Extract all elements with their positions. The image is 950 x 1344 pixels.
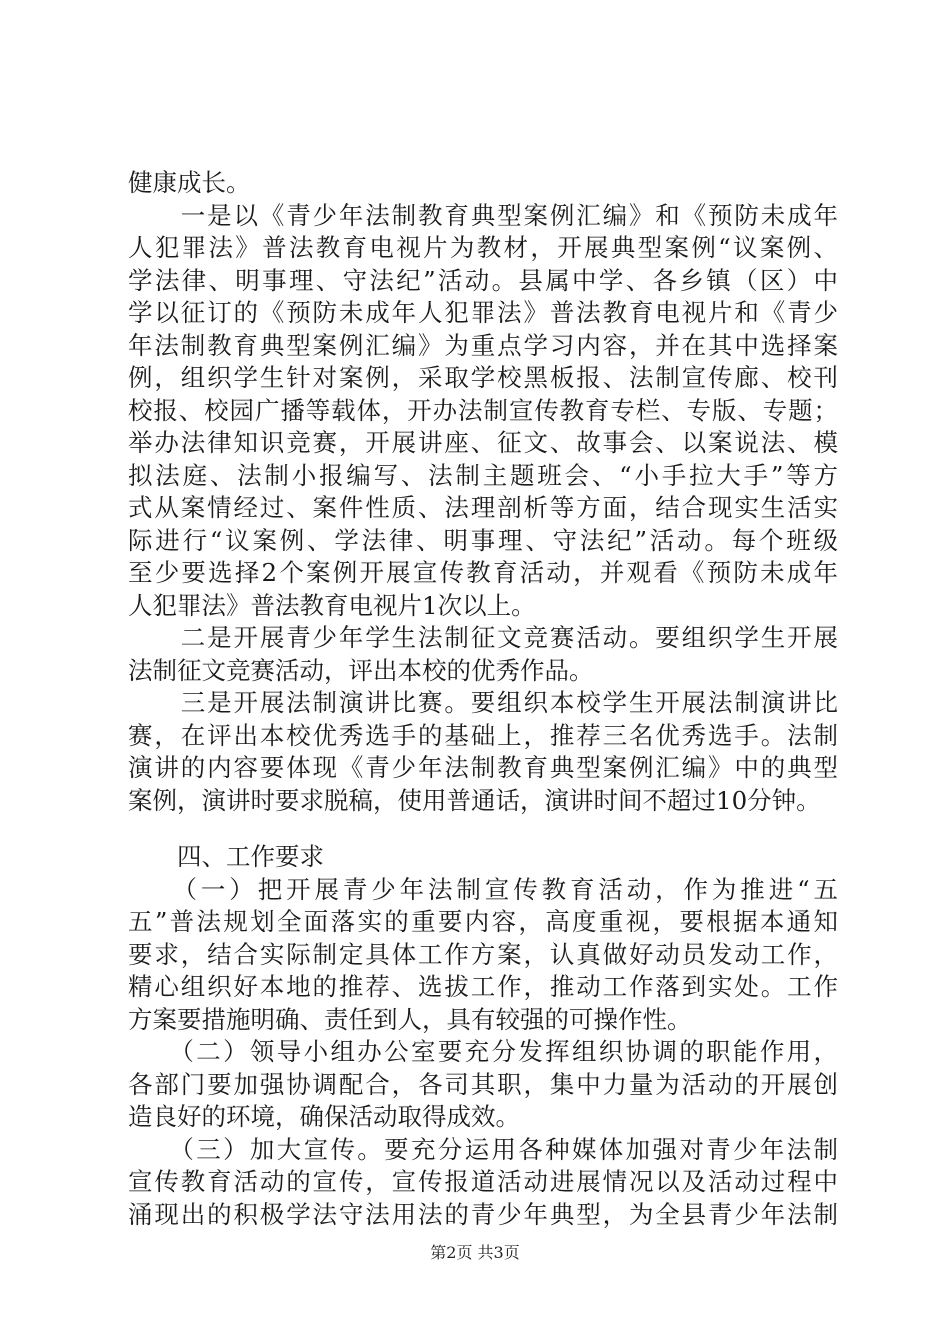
text-line: 学以征订的《预防未成年人犯罪法》普法教育电视片和《青少 [128,298,838,328]
text-line: 际进行“议案例、学法律、明事理、守法纪”活动。每个班级 [128,525,838,555]
text-line: 精心组织好本地的推荐、选拔工作，推动工作落到实处。工作 [128,972,838,1002]
text-line: 例，组织学生针对案例，采取学校黑板报、法制宣传廊、校刊 [128,363,838,393]
text-line: 赛，在评出本校优秀选手的基础上，推荐三名优秀选手。法制 [128,720,838,750]
text-line: 健康成长。 [128,168,251,197]
text-line: 涌现出的积极学法守法用法的青少年典型，为全县青少年法制 [128,1200,838,1229]
text-line: 方案要措施明确、责任到人，具有较强的可操作性。 [128,1004,692,1034]
text-line: 校报、校园广播等载体，开办法制宣传教育专栏、专版、专题； [128,395,838,425]
text-line: 造良好的环境，确保活动取得成效。 [128,1102,520,1132]
text-line: 一是以《青少年法制教育典型案例汇编》和《预防未成年 [128,200,838,230]
text-line: （三）加大宣传。要充分运用各种媒体加强对青少年法制 [128,1134,838,1164]
text-line: 人犯罪法》普法教育电视片1次以上。 [128,590,536,620]
text-line: 学法律、明事理、守法纪”活动。县属中学、各乡镇（区）中 [128,265,838,295]
page-number-footer: 第2页 共3页 [430,1243,520,1262]
text-line: 案例，演讲时要求脱稿，使用普通话，演讲时间不超过10分钟。 [128,785,821,815]
text-line: 要求，结合实际制定具体工作方案，认真做好动员发动工作， [128,939,838,969]
text-line: 拟法庭、法制小报编写、法制主题班会、“小手拉大手”等方 [128,460,838,490]
text-line: 法制征文竞赛活动，评出本校的优秀作品。 [128,655,594,685]
text-line: （一）把开展青少年法制宣传教育活动，作为推进“五 [128,874,838,904]
text-line: 人犯罪法》普法教育电视片为教材，开展典型案例“议案例、 [128,233,838,263]
text-line: 二是开展青少年学生法制征文竞赛活动。要组织学生开展 [128,623,838,653]
section-heading: 四、工作要求 [128,842,324,872]
text-line: （二）领导小组办公室要充分发挥组织协调的职能作用， [128,1037,838,1067]
text-line: 式从案情经过、案件性质、法理剖析等方面，结合现实生活实 [128,493,838,523]
text-line: 至少要选择2个案例开展宣传教育活动，并观看《预防未成年 [128,558,838,588]
text-line: 五”普法规划全面落实的重要内容，高度重视，要根据本通知 [128,907,838,937]
text-line: 宣传教育活动的宣传，宣传报道活动进展情况以及活动过程中 [128,1167,838,1197]
text-line: 三是开展法制演讲比赛。要组织本校学生开展法制演讲比 [128,688,838,718]
text-line: 各部门要加强协调配合，各司其职，集中力量为活动的开展创 [128,1069,838,1099]
text-line: 举办法律知识竞赛，开展讲座、征文、故事会、以案说法、模 [128,428,838,458]
text-line: 年法制教育典型案例汇编》为重点学习内容，并在其中选择案 [128,330,838,360]
text-line: 演讲的内容要体现《青少年法制教育典型案例汇编》中的典型 [128,753,838,783]
